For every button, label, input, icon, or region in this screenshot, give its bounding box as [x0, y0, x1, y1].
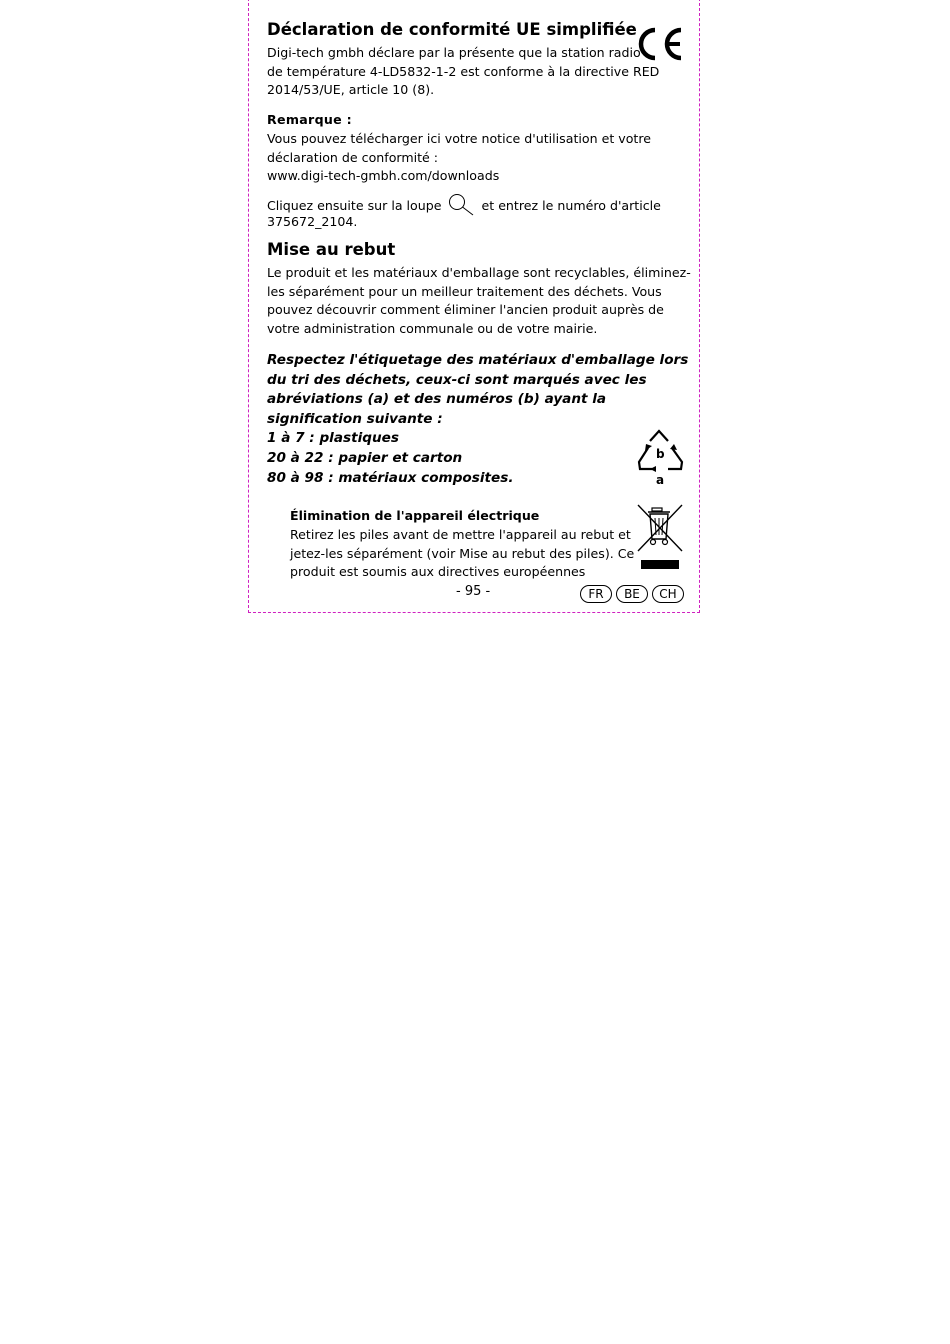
country-badge-be: BE	[616, 585, 648, 603]
crossed-bin-icon	[636, 503, 684, 571]
packaging-line: signification suivante :	[267, 410, 443, 427]
disposal-title: Mise au rebut	[267, 240, 396, 259]
note-click-before: Cliquez ensuite sur la loupe	[267, 198, 442, 213]
disposal-line: les séparément pour un meilleur traitement des déchets. Vous	[267, 283, 662, 299]
disposal-text	[267, 264, 691, 339]
disposal-line: pouvez découvrir comment éliminer l'ancien produit auprès de	[267, 302, 664, 318]
packaging-line: abréviations (a) et des numéros (b) ayant la	[267, 391, 607, 408]
note-text	[267, 130, 651, 186]
disposal-line: votre administration communale ou de votre mairie.	[267, 321, 598, 337]
electrical-line: produit est soumis aux directives européennes	[290, 564, 586, 580]
country-badge-fr: FR	[580, 585, 612, 603]
declaration-text	[267, 44, 659, 100]
electrical-title: Élimination de l'appareil électrique	[290, 508, 540, 523]
declaration-line: 2014/53/UE, article 10 (8).	[267, 82, 435, 98]
declaration-line: de température 4-LD5832-1-2 est conforme à la directive RED	[267, 63, 660, 79]
declaration-title: Déclaration de conformité UE simplifiée	[267, 20, 637, 39]
magnifier-icon	[447, 194, 475, 216]
packaging-line: Respectez l'étiquetage des matériaux d'emballage lors	[267, 352, 689, 368]
disposal-line: Le produit et les matériaux d'emballage sont recyclables, éliminez-	[267, 265, 691, 280]
note-line: déclaration de conformité :	[267, 149, 439, 165]
note-heading: Remarque :	[267, 112, 353, 127]
packaging-line: 20 à 22 : papier et carton	[267, 449, 463, 466]
country-badges	[580, 585, 684, 603]
electrical-text	[290, 526, 634, 582]
country-badge-ch: CH	[652, 585, 684, 603]
packaging-line: 80 à 98 : matériaux composites.	[267, 469, 514, 486]
packaging-note	[267, 351, 688, 488]
packaging-line: 1 à 7 : plastiques	[267, 430, 399, 447]
note-click-after: et entrez le numéro d'article	[481, 198, 661, 213]
electrical-line: Retirez les piles avant de mettre l'appareil au rebut et	[290, 527, 631, 542]
page-number: - 95 -	[456, 584, 491, 599]
note-line: Vous pouvez télécharger ici votre notice d'utilisation et votre	[267, 131, 652, 146]
electrical-line: jetez-les séparément (voir Mise au rebut des piles). Ce	[290, 545, 635, 561]
declaration-line: Digi-tech gmbh déclare par la présente que la station radio	[267, 45, 641, 60]
download-link[interactable]: www.digi-tech-gmbh.com/downloads	[267, 168, 500, 184]
packaging-line: du tri des déchets, ceux-ci sont marqués avec les	[267, 371, 647, 388]
recycle-label-a: a	[656, 473, 665, 487]
recycle-label-b: b	[656, 447, 665, 461]
article-number: 375672_2104.	[267, 214, 358, 229]
